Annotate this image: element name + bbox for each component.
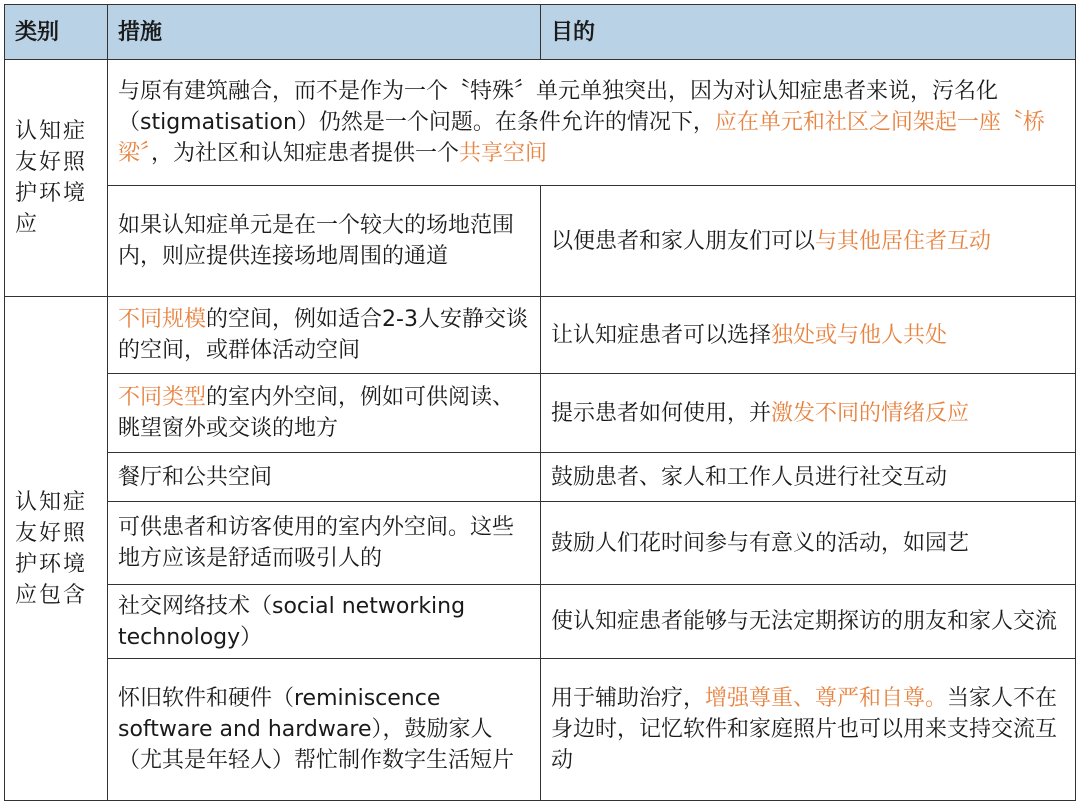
purpose-text xyxy=(551,606,1065,637)
measure-text xyxy=(118,683,530,776)
measure-text xyxy=(118,210,530,272)
measure-text xyxy=(118,591,530,653)
text-run: 使认知症患者能够与无法定期探访的朋友和家人交流 xyxy=(551,609,1058,634)
purpose-cell xyxy=(540,185,1076,297)
text-run: 当家人不在身边时，记忆软件和家庭照片也可以用来支持交流互动 xyxy=(551,686,1058,773)
header-category: 类别 xyxy=(4,4,108,60)
header-purpose: 目的 xyxy=(540,4,1076,60)
measure-text xyxy=(118,512,530,574)
highlight-text: 与其他居住者互动 xyxy=(815,228,992,254)
measure-text xyxy=(118,76,1065,169)
text-run: 让认知症患者可以选择 xyxy=(551,322,772,348)
purpose-text xyxy=(551,462,1065,493)
text-run: 怀旧软件和硬件（reminiscence software and hardware），鼓励家人（尤其是年轻人）帮忙制作数字生活短片 xyxy=(118,686,515,773)
purpose-text xyxy=(551,226,1065,257)
text-run: 的室内外空间，例如可供阅读、眺望窗外或交谈的地方 xyxy=(118,385,515,441)
text-run: 餐厅和公共空间 xyxy=(118,464,273,490)
text-run: 的空间，例如适合2-3人安静交谈的空间，或群体活动空间 xyxy=(118,307,528,363)
text-run: 以便患者和家人朋友们可以 xyxy=(551,228,816,254)
highlight-text: 应在单元和社区之间架起一座〝桥梁〞 xyxy=(118,110,1045,166)
highlight-text: 不同规模 xyxy=(118,307,207,332)
text-run: 用于辅助治疗， xyxy=(551,686,706,711)
highlight-text: 激发不同的情绪反应 xyxy=(771,400,970,426)
purpose-cell xyxy=(540,658,1076,801)
measure-text xyxy=(118,304,530,366)
measure-text xyxy=(118,382,530,444)
highlight-text: 独处或与他人共处 xyxy=(771,322,948,348)
measure-cell xyxy=(107,296,541,374)
purpose-text xyxy=(551,320,1065,351)
category-cell: 认知症友好照护环境应 xyxy=(4,59,108,297)
measure-cell xyxy=(107,658,541,801)
measure-cell xyxy=(107,501,541,585)
purpose-cell xyxy=(540,501,1076,585)
purpose-text xyxy=(551,398,1065,429)
measure-cell xyxy=(107,59,1076,186)
measure-cell xyxy=(107,452,541,502)
text-run: 可供患者和访客使用的室内外空间。这些地方应该是舒适而吸引人的 xyxy=(118,515,515,571)
text-run: 鼓励患者、家人和工作人员进行社交互动 xyxy=(551,464,948,490)
text-run: 与原有建筑融合，而不是作为一个〝特殊〞单元单独突出，因为对认知症患者来说，污名化（stigmatisation）仍然是一个问题。在条件允许的情况下， xyxy=(118,79,999,135)
text-run: 社交网络技术（social networking technology） xyxy=(118,593,466,650)
measure-cell xyxy=(107,185,541,297)
purpose-cell xyxy=(540,452,1076,502)
highlight-text: 不同类型 xyxy=(118,385,207,410)
measure-cell xyxy=(107,373,541,453)
text-run: 鼓励人们花时间参与有意义的活动，如园艺 xyxy=(551,530,970,556)
measures-table xyxy=(4,4,1076,801)
category-cell: 认知症友好照护环境应包含 xyxy=(4,296,108,801)
purpose-cell xyxy=(540,584,1076,659)
purpose-cell xyxy=(540,373,1076,453)
text-run: 如果认知症单元是在一个较大的场地范围内，则应提供连接场地周围的通道 xyxy=(118,213,515,269)
text-run: ，为社区和认知症患者提供一个 xyxy=(151,141,460,166)
measure-cell xyxy=(107,584,541,659)
purpose-cell xyxy=(540,296,1076,374)
text-run: 提示患者如何使用，并 xyxy=(551,400,772,426)
highlight-text: 增强尊重、尊严和自尊。 xyxy=(705,686,948,711)
highlight-text: 共享空间 xyxy=(459,141,548,166)
purpose-text xyxy=(551,528,1065,559)
measure-text xyxy=(118,462,530,493)
header-measure: 措施 xyxy=(107,4,541,60)
purpose-text xyxy=(551,683,1065,776)
